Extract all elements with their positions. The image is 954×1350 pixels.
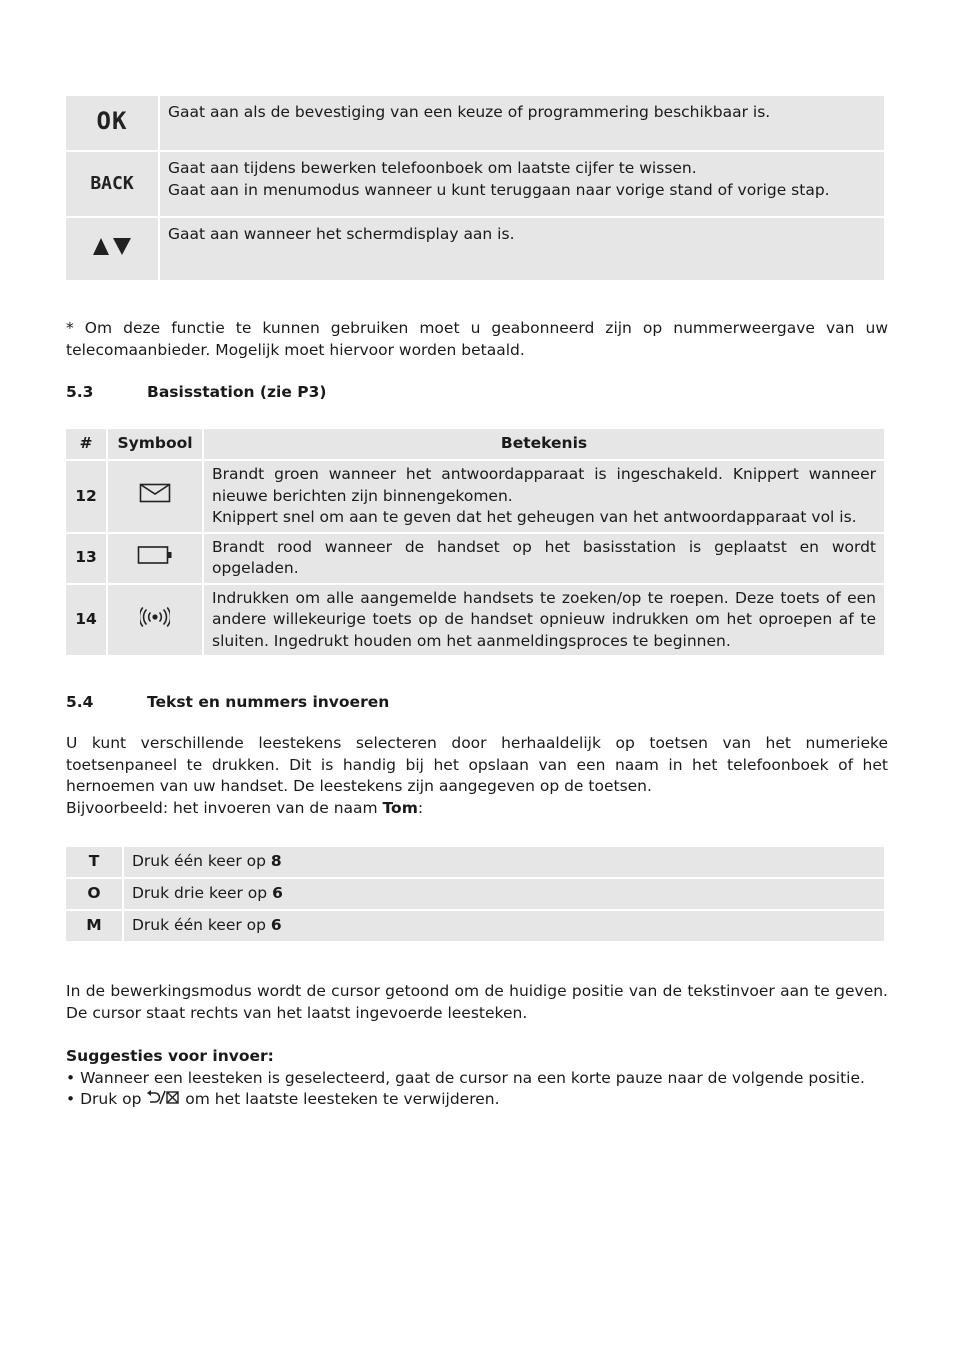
instruction-cell: Druk één keer op 6	[124, 911, 884, 941]
letter-cell: O	[66, 879, 122, 909]
symbol-cell	[108, 534, 202, 583]
meaning-line: Knippert snel om aan te geven dat het geheugen van het antwoordapparaat vol is.	[212, 508, 857, 526]
row-number: 13	[66, 534, 106, 583]
section-number: 5.3	[66, 383, 94, 401]
section-number: 5.4	[66, 693, 94, 711]
icon-cell	[66, 218, 158, 280]
meaning-cell: Indrukken om alle aangemelde handsets te zoeken/op te roepen. Deze toets of een andere willekeurige toets op de handset opnieuw indrukken om het oproepen af te sluiten. Ingedrukt houden om het aanmeldingsproces te beginnen.	[204, 585, 884, 656]
symbol-cell	[108, 585, 202, 656]
icon-cell	[66, 96, 158, 150]
meaning-cell: Brandt rood wanneer de handset op het basisstation is geplaatst en wordt opgeladen.	[204, 534, 884, 583]
suggestions-title: Suggesties voor invoer:	[66, 1047, 274, 1065]
icon-description: Gaat aan als de bevestiging van een keuze of programmering beschikbaar is.	[160, 96, 884, 150]
column-header: Symbool	[108, 429, 202, 459]
table-row	[66, 847, 884, 877]
table-row	[66, 461, 884, 532]
instruction-cell: Druk drie keer op 6	[124, 879, 884, 909]
intro-text: U kunt verschillende leestekens selecteren door herhaaldelijk op toetsen van het numerieke toetsenpaneel te drukken. Dit is handig bij het opslaan van een naam in het telefoonboek of het hernoemen van uw handset. De leestekens zijn aangegeven op de toetsen.	[66, 734, 888, 795]
instruction-cell: Druk één keer op 8	[124, 847, 884, 877]
back-delete-key-icon	[146, 1090, 180, 1106]
icon-description	[160, 152, 884, 216]
ok-lcd-icon: OK	[96, 106, 128, 135]
section-title: Basisstation (zie P3)	[147, 383, 327, 401]
display-icon-table	[64, 94, 886, 282]
description-line: Gaat aan in menumodus wanneer u kunt teruggaan naar vorige stand of vorige stap.	[168, 180, 830, 199]
icon-cell	[66, 152, 158, 216]
table-row	[66, 534, 884, 583]
section-title: Tekst en nummers invoeren	[147, 693, 390, 711]
footnote: * Om deze functie te kunnen gebruiken moet u geabonneerd zijn op nummerweergave van uw telecomaanbieder. Mogelijk moet hiervoor worden betaald.	[66, 319, 888, 359]
row-number: 12	[66, 461, 106, 532]
table-row	[66, 879, 884, 909]
meaning-line: Brandt groen wanneer het antwoordapparaat is ingeschakeld. Knippert wanneer nieuwe berichten zijn binnengekomen.	[212, 465, 876, 505]
letter-entry-table	[64, 845, 886, 943]
meaning-cell	[204, 461, 884, 532]
table-header-row	[66, 429, 884, 459]
bullet-item: • Wanneer een leesteken is geselecteerd, gaat de cursor na een korte pauze naar de volgende positie.	[66, 1068, 865, 1087]
letter-cell: M	[66, 911, 122, 941]
letter-cell: T	[66, 847, 122, 877]
envelope-icon	[139, 483, 171, 503]
description-line: Gaat aan tijdens bewerken telefoonboek om laatste cijfer te wissen.	[168, 159, 697, 177]
column-header: Betekenis	[204, 429, 884, 459]
icon-description: Gaat aan wanneer het schermdisplay aan is.	[160, 218, 884, 280]
table-row	[66, 585, 884, 656]
table-row	[66, 218, 884, 280]
bullet-item: • Druk op om het laatste leesteken te verwijderen.	[66, 1090, 500, 1108]
section-heading	[66, 693, 888, 711]
symbol-cell	[108, 461, 202, 532]
section-heading	[66, 383, 888, 401]
table-row	[66, 152, 884, 216]
up-down-arrows-icon	[91, 235, 133, 257]
row-number: 14	[66, 585, 106, 656]
paging-icon	[140, 607, 170, 627]
back-lcd-icon: BACK	[90, 172, 134, 194]
battery-icon	[137, 545, 173, 565]
base-station-table	[64, 427, 886, 657]
table-row	[66, 96, 884, 150]
intro-paragraph	[66, 733, 888, 819]
cursor-paragraph: In de bewerkingsmodus wordt de cursor getoond om de huidige positie van de tekstinvoer aan te geven. De cursor staat rechts van het laatst ingevoerde leesteken.	[66, 982, 888, 1022]
example-line: Bijvoorbeeld: het invoeren van de naam Tom:	[66, 798, 424, 817]
column-header: #	[66, 429, 106, 459]
table-row	[66, 911, 884, 941]
manual-page	[66, 94, 888, 1111]
